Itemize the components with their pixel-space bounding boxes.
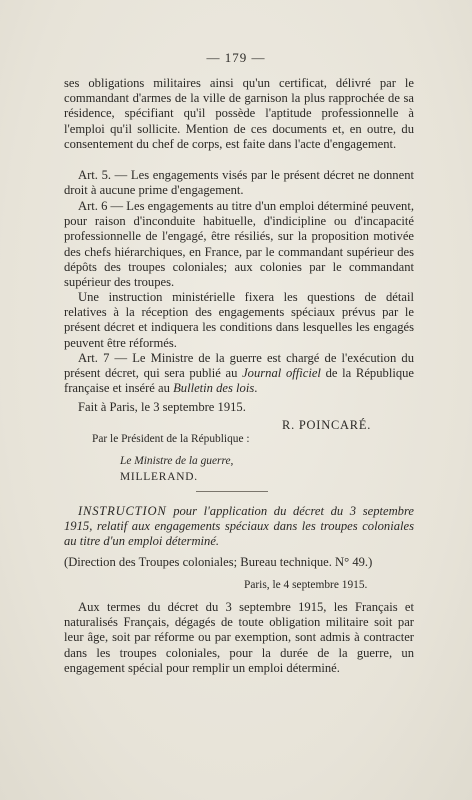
paragraph-article-5 [64,168,414,198]
paragraph-fait-a-paris [64,400,414,415]
instruction-word: INSTRUCTION [78,504,167,518]
direction-line: (Direction des Troupes coloniales; Bureau technique. N° 49.) [64,555,373,569]
article-7-mid: de la République française et inséré au [64,366,414,396]
paragraph-instruction [64,290,414,351]
president-line: Par le Président de la République : [92,433,250,445]
article-7-start: Art. 7 — Le Ministre de la guerre est chargé de l'exécution du présent décret, qui sera publié au [64,351,414,381]
paragraph-obligations: ses obligations militaires ainsi qu'un certificat, délivré par le commandant d'armes de la ville de garnison la plus rapprochée de sa résidence, spécifiant qu'il possède l'aptitude professionnelle à l'emploi qu'il sollicite. Mention de ces documents et, en outre, du consentement du chef de corps, est faite dans l'acte d'engagement. [64,76,414,151]
paragraph-aux-termes [64,600,414,676]
minister-line: Le Ministre de la guerre, [120,455,234,467]
article-6-text: Art. 6 — Les engagements au titre d'un emploi déterminé peuvent, pour raison d'inconduite habituelle, d'indicipline ou d'incapacité professionnelle de l'engagé, être résiliés, sur la proposition motivée des chefs hiérarchiques, en France, par le commandant supérieur des dépôts des troupes coloniales; aux colonies par le commandant supérieur des troupes. [64,199,414,290]
paragraph-article-6 [64,199,414,290]
signature-millerand: MILLERAND. [120,471,198,483]
date-line: Paris, le 4 septembre 1915. [244,579,368,591]
instruction-title-rest: pour l'application du décret du 3 septembre 1915, relatif aux engagements spéciaux dans les troupes coloniales au titre d'un emploi déterminé. [64,504,414,549]
fait-text: Fait à Paris, le 3 septembre 1915. [78,400,246,414]
article-7-end: . [254,381,258,396]
page-number: — 179 — [206,50,266,65]
instruction-title [64,504,414,550]
bulletin-des-lois: Bulletin des lois [173,381,255,396]
paragraph-article-7 [64,351,414,397]
aux-termes-text: Aux termes du décret du 3 septembre 1915, les Français et naturalisés Français, dégagés de toute obligation militaire soit par leur âge, soit par réforme ou par exemption, sont admis à contracter dans les troupes coloniales, pour la durée de la guerre, un engagement spécial pour remplir un emploi déterminé. [64,600,414,675]
article-5-text: Art. 5. — Les engagements visés par le présent décret ne donnent droit à aucune prime d'engagement. [64,168,414,198]
instruction-text: Une instruction ministérielle fixera les questions de détail relatives à la réception des engagements spéciaux prévus par le présent décret et indiquera les conditions dans lesquelles les engagés peuvent être réformés. [64,290,414,350]
journal-officiel: Journal officiel [242,366,321,381]
section-divider [196,491,268,492]
signature-poincare: R. POINCARÉ. [282,418,372,432]
